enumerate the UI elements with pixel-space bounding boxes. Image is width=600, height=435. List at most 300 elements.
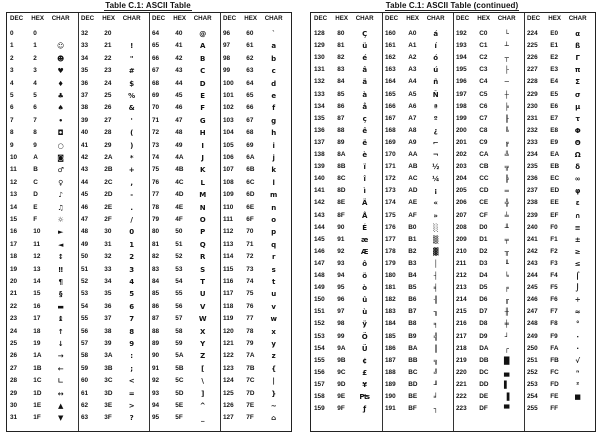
cell-char: ■ (574, 393, 581, 401)
header-dec: DEC (223, 15, 237, 22)
cell-char: ↑ (57, 327, 64, 336)
cell-hex: F3 (550, 259, 558, 267)
cell-hex: AA (408, 151, 418, 158)
table-row (220, 102, 291, 114)
table-row (149, 363, 220, 375)
cell-hex: 2A (104, 154, 113, 161)
cell-dec: 22 (10, 302, 18, 310)
cell-dec: 72 (152, 129, 160, 137)
cell-dec: 179 (385, 259, 396, 267)
cell-hex: 5A (175, 352, 184, 360)
cell-hex: C0 (479, 30, 488, 37)
cell-char: § (58, 290, 63, 299)
cell-dec: 76 (152, 178, 160, 186)
cell-char: ç (362, 114, 367, 123)
cell-hex: 2C (104, 178, 113, 186)
cell-hex: 84 (337, 78, 345, 86)
cell-hex: D5 (479, 284, 488, 292)
cell-hex: 63 (246, 67, 254, 75)
cell-char: s (271, 265, 276, 274)
cell-char: ┴ (504, 42, 509, 51)
cell-hex: EF (550, 211, 559, 219)
cell-char: · (576, 344, 580, 353)
cell-hex: C1 (479, 42, 488, 50)
header-hex: HEX (102, 15, 115, 22)
column-group (524, 13, 595, 431)
cell-char: ◘ (57, 129, 64, 138)
table-row (220, 214, 291, 226)
cell-hex: 9F (337, 405, 345, 413)
cell-char: k (271, 166, 277, 175)
cell-char: C (200, 67, 206, 76)
cell-dec: 200 (456, 126, 467, 134)
cell-char: ∞ (574, 175, 581, 184)
cell-dec: 111 (223, 216, 233, 223)
table-row (311, 101, 382, 113)
header-hex: HEX (335, 15, 348, 22)
cell-dec: 69 (152, 92, 160, 99)
cell-char: 3 (129, 265, 135, 274)
cell-char: Σ (575, 78, 581, 87)
table-row (220, 53, 291, 65)
table-row (524, 161, 595, 173)
cell-dec: 63 (81, 414, 89, 422)
cell-dec: 249 (527, 332, 538, 340)
cell-dec: 4 (10, 79, 14, 87)
cell-hex: 62 (246, 54, 254, 62)
cell-dec: 148 (314, 272, 325, 279)
cell-char: ñ (433, 78, 439, 87)
cell-hex: 88 (337, 126, 345, 134)
cell-char: ┐ (433, 405, 438, 414)
cell-hex: 30 (104, 228, 112, 236)
cell-dec: 212 (456, 272, 467, 279)
cell-dec: 164 (385, 78, 396, 86)
cell-dec: 203 (456, 163, 467, 171)
cell-char: ≤ (574, 259, 581, 268)
cell-char: ╓ (504, 296, 509, 305)
cell-char: ╗ (433, 356, 438, 365)
cell-dec: 169 (385, 138, 396, 146)
cell-char: τ (575, 114, 580, 123)
cell-dec: 50 (81, 253, 89, 261)
cell-dec: 128 (314, 30, 325, 37)
cell-char: m (270, 191, 278, 200)
table-row (453, 210, 524, 222)
cell-dec: 188 (385, 368, 396, 376)
cell-dec: 96 (223, 30, 231, 37)
cell-hex: 13 (33, 265, 41, 273)
cell-dec: 5 (10, 92, 14, 99)
column-group (78, 13, 150, 431)
table-row (524, 210, 595, 222)
cell-char: æ (361, 235, 369, 244)
cell-char: ∙ (576, 332, 580, 341)
cell-hex: 90 (337, 223, 345, 231)
cell-char: : (130, 352, 134, 361)
cell-hex: 43 (175, 67, 183, 75)
cell-hex: D0 (479, 223, 488, 231)
cell-hex: FC (550, 368, 559, 376)
table-row (7, 251, 78, 263)
cell-dec: 178 (385, 247, 396, 255)
table-row (311, 246, 382, 258)
cell-char: ╢ (433, 296, 438, 305)
cell-hex: 45 (175, 92, 183, 99)
cell-hex: 56 (175, 302, 183, 310)
table-row (7, 350, 78, 362)
cell-dec: 123 (223, 364, 234, 372)
table-row (7, 239, 78, 251)
cell-char: α (575, 30, 581, 38)
cell-hex: C6 (479, 102, 488, 110)
table-row (382, 318, 453, 330)
cell-dec: 132 (314, 78, 325, 86)
table-row (220, 326, 291, 338)
cell-char: ¼ (432, 175, 440, 184)
table-row (78, 388, 149, 400)
table-row (149, 28, 220, 40)
cell-char: Ç (362, 30, 368, 38)
cell-dec: 241 (527, 235, 538, 243)
cell-char: ☻ (57, 54, 65, 63)
table-row (311, 113, 382, 125)
cell-dec: 156 (314, 368, 325, 376)
cell-dec: 183 (385, 308, 396, 316)
table-row (78, 53, 149, 65)
cell-hex: 69 (246, 141, 254, 149)
cell-char: ½ (432, 163, 440, 172)
table-row (220, 226, 291, 238)
cell-char: ♠ (57, 104, 64, 113)
header-dec: DEC (456, 15, 470, 22)
table-row (149, 375, 220, 387)
cell-hex: E3 (550, 66, 559, 74)
cell-char: t (272, 278, 276, 286)
cell-hex: 3B (104, 364, 113, 372)
cell-dec: 185 (385, 332, 396, 340)
cell-char: â (362, 66, 368, 75)
cell-char: > (128, 402, 135, 410)
ascii-table-continued (310, 12, 596, 432)
cell-dec: 61 (81, 389, 89, 397)
table-row (382, 76, 453, 88)
cell-hex: 37 (104, 315, 112, 323)
cell-char: | (272, 377, 275, 386)
cell-char: ♣ (57, 92, 64, 100)
cell-char: ╟ (504, 114, 509, 123)
cell-char: c (271, 67, 276, 76)
cell-hex: 57 (175, 315, 183, 323)
table-row (78, 28, 149, 40)
cell-hex: CE (479, 199, 489, 207)
table-row (149, 140, 220, 152)
table-row (7, 363, 78, 375)
header-char: CHAR (568, 15, 587, 22)
cell-dec: 20 (10, 278, 18, 285)
table-row (524, 113, 595, 125)
cell-char: Ö (361, 332, 368, 341)
table-body (382, 28, 453, 431)
table-row (149, 90, 220, 102)
cell-dec: 125 (223, 389, 234, 397)
cell-hex: 1 (33, 42, 37, 50)
table-row (311, 270, 382, 282)
cell-char: à (362, 90, 368, 99)
cell-hex: 70 (246, 228, 254, 236)
header-char: CHAR (426, 15, 445, 22)
cell-hex: 59 (175, 340, 183, 347)
table-row (78, 375, 149, 387)
cell-dec: 165 (385, 90, 396, 98)
cell-char: ╬ (504, 199, 509, 208)
cell-dec: 82 (152, 253, 160, 261)
cell-char: / (130, 216, 133, 224)
cell-char: 9 (129, 340, 135, 348)
cell-char: ╜ (433, 380, 438, 389)
table-row (220, 338, 291, 350)
cell-hex: E1 (550, 42, 559, 50)
cell-hex: 3 (33, 67, 37, 75)
table-row (220, 251, 291, 263)
header-hex: HEX (173, 15, 186, 22)
cell-char: x (271, 327, 276, 336)
cell-char: ▓ (432, 247, 439, 256)
cell-hex: 9C (337, 368, 346, 376)
cell-hex: 3A (104, 352, 113, 360)
table-row (453, 149, 524, 161)
cell-hex: DA (479, 344, 489, 352)
cell-dec: 12 (10, 178, 18, 186)
cell-dec: 153 (314, 332, 325, 340)
header-dec: DEC (385, 15, 399, 22)
cell-hex: 97 (337, 308, 345, 316)
cell-char: % (128, 92, 136, 100)
cell-dec: 80 (152, 228, 160, 236)
cell-dec: 140 (314, 175, 325, 183)
cell-dec: 110 (223, 203, 234, 211)
cell-dec: 28 (10, 377, 18, 385)
table-row (7, 115, 78, 127)
cell-char: } (271, 389, 277, 398)
cell-char: " (129, 54, 134, 63)
cell-char: ╧ (504, 211, 509, 220)
cell-hex: 44 (175, 79, 183, 87)
cell-hex: AD (408, 187, 418, 195)
table-row (78, 226, 149, 238)
cell-char: O (199, 216, 206, 224)
cell-dec: 182 (385, 296, 396, 304)
cell-char: ▌ (503, 380, 510, 389)
cell-hex: F1 (550, 235, 558, 243)
table-row (524, 76, 595, 88)
cell-char: ß (575, 42, 581, 51)
cell-hex: 6C (246, 178, 255, 186)
cell-char: ╖ (433, 308, 438, 317)
table-row (78, 350, 149, 362)
cell-hex: 7A (246, 352, 255, 360)
cell-dec: 226 (527, 54, 538, 62)
cell-hex: 35 (104, 290, 112, 298)
table-row (382, 367, 453, 379)
cell-char: ↕ (57, 253, 64, 262)
cell-dec: 202 (456, 151, 467, 158)
cell-hex: 96 (337, 296, 345, 304)
cell-char: ╞ (504, 102, 509, 111)
cell-hex: 75 (246, 290, 254, 298)
cell-dec: 89 (152, 340, 160, 347)
cell-hex: 66 (246, 104, 254, 112)
cell-char: Y (200, 340, 206, 348)
column-group (7, 13, 79, 431)
cell-dec: 176 (385, 223, 396, 231)
cell-dec: 99 (223, 67, 231, 75)
table-row (311, 64, 382, 76)
cell-dec: 191 (385, 405, 396, 413)
cell-hex: E0 (550, 30, 559, 37)
table-row (453, 294, 524, 306)
cell-hex: 3D (104, 389, 113, 397)
cell-dec: 116 (223, 278, 234, 285)
table-row (524, 64, 595, 76)
table-row (311, 161, 382, 173)
cell-char: ♫ (57, 203, 64, 212)
cell-char: è (362, 151, 368, 159)
table-row (453, 161, 524, 173)
table-row (78, 276, 149, 288)
table-row (149, 177, 220, 189)
cell-dec: 103 (223, 116, 234, 124)
cell-hex: 82 (337, 54, 345, 62)
table-body (311, 28, 382, 431)
table-body (220, 28, 291, 431)
cell-char: ╣ (433, 332, 438, 341)
cell-char: µ (575, 102, 581, 111)
cell-dec: 220 (456, 368, 467, 376)
table-row (220, 140, 291, 152)
cell-char: é (362, 54, 368, 63)
cell-dec: 207 (456, 211, 467, 219)
cell-dec: 217 (456, 332, 467, 340)
cell-dec: 71 (152, 116, 160, 124)
cell-hex: BC (408, 368, 418, 376)
table-row (7, 102, 78, 114)
cell-dec: 30 (10, 402, 18, 409)
cell-hex: C7 (479, 114, 488, 122)
cell-char: q (271, 240, 277, 249)
column-header-row (453, 15, 524, 24)
cell-dec: 92 (152, 377, 160, 385)
cell-dec: 40 (81, 129, 89, 137)
cell-dec: 151 (314, 308, 325, 316)
cell-char: ¶ (58, 278, 63, 286)
cell-dec: 62 (81, 402, 89, 409)
cell-char: ▬ (57, 302, 64, 311)
cell-char: ♂ (57, 166, 64, 175)
cell-dec: 55 (81, 315, 89, 323)
table-row (220, 288, 291, 300)
cell-dec: 107 (223, 166, 234, 174)
table-row (78, 65, 149, 77)
cell-hex: FA (550, 344, 559, 352)
cell-hex: 22 (104, 54, 112, 62)
cell-char: ; (130, 364, 134, 373)
cell-hex: 7C (246, 377, 255, 385)
column-group (453, 13, 525, 431)
cell-dec: 95 (152, 414, 160, 422)
cell-dec: 94 (152, 402, 160, 409)
cell-char: 1 (129, 240, 135, 249)
table-row (311, 52, 382, 64)
cell-char: ö (362, 272, 368, 280)
cell-dec: 229 (527, 90, 538, 98)
cell-hex: 12 (33, 253, 41, 261)
cell-dec: 78 (152, 203, 160, 211)
table-row (453, 367, 524, 379)
cell-hex: FB (550, 356, 559, 364)
table-row (7, 40, 78, 52)
cell-char: # (128, 67, 135, 76)
cell-char: ┼ (504, 90, 509, 99)
table-row (149, 264, 220, 276)
header-hex: HEX (477, 15, 490, 22)
table-row (453, 306, 524, 318)
table-row (149, 102, 220, 114)
cell-char: K (199, 166, 206, 175)
cell-hex: 76 (246, 302, 254, 310)
table-row (382, 161, 453, 173)
cell-hex: 1A (33, 352, 42, 360)
cell-char: ≥ (574, 247, 581, 256)
cell-dec: 166 (385, 102, 396, 110)
cell-char: Φ (574, 126, 581, 135)
cell-hex: 8E (337, 199, 346, 207)
cell-char: Ä (361, 199, 368, 208)
table-row (382, 89, 453, 101)
cell-char: → (57, 352, 64, 361)
cell-hex: 95 (337, 284, 345, 292)
cell-char: ÿ (362, 320, 367, 329)
cell-hex: DB (479, 356, 489, 364)
cell-dec: 35 (81, 67, 89, 75)
cell-dec: 181 (385, 284, 396, 292)
table-row (382, 282, 453, 294)
cell-char: ╪ (504, 320, 509, 329)
table-row (220, 301, 291, 313)
cell-dec: 64 (152, 30, 160, 37)
table-row (78, 78, 149, 90)
cell-char: ± (574, 235, 581, 244)
table-row (382, 137, 453, 149)
cell-char: v (271, 302, 276, 311)
table-row (382, 379, 453, 391)
cell-dec: 252 (527, 368, 538, 376)
table-row (7, 127, 78, 139)
table-row (78, 152, 149, 164)
cell-dec: 247 (527, 308, 538, 316)
cell-hex: 19 (33, 340, 41, 347)
cell-char: o (271, 216, 277, 224)
cell-hex: D2 (479, 247, 488, 255)
cell-dec: 23 (10, 315, 18, 323)
cell-hex: 7D (246, 389, 255, 397)
cell-char: ↔ (57, 389, 64, 398)
cell-char: Ü (361, 344, 368, 353)
cell-hex: 9A (337, 344, 346, 352)
cell-hex: D7 (479, 308, 488, 316)
cell-char: u (271, 290, 277, 299)
cell-hex: E8 (550, 126, 559, 134)
